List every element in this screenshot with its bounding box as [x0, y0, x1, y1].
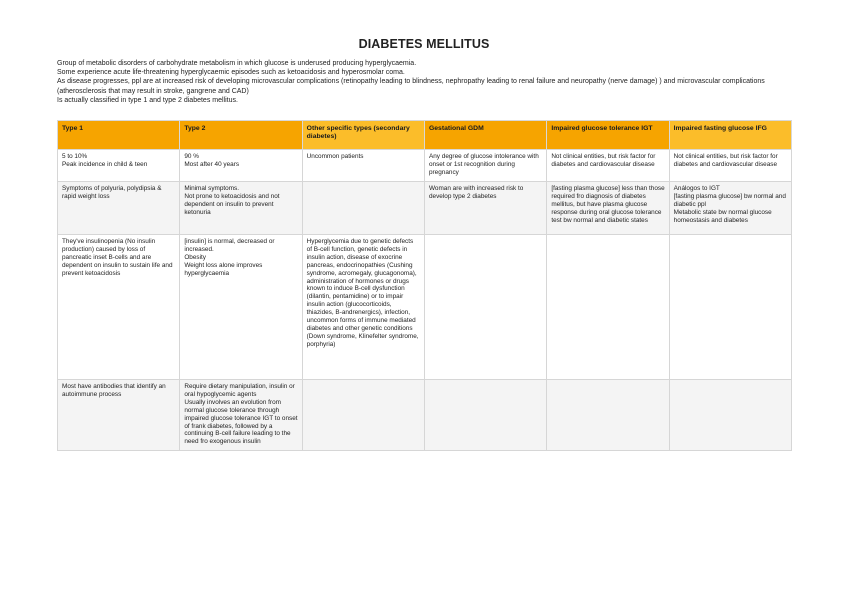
intro-text: [57, 59, 797, 105]
intro-line: Group of metabolic disorders of carbohydrate metabolism in which glucose is underused producing hyperglycaemia.: [57, 60, 417, 67]
table-cell: Not clinical entities, but risk factor for diabetes and cardiovascular disease: [547, 150, 669, 182]
table-cell: 5 to 10% Peak incidence in child & teen: [58, 150, 180, 182]
table-cell: [669, 380, 791, 451]
document-title: DIABETES MELLITUS: [358, 37, 490, 51]
table-cell: Not clinical entities, but risk factor for diabetes and cardiovascular disease: [669, 150, 791, 182]
table-cell: Require dietary manipulation, insulin or oral hypoglycemic agents Usually involves an evolution from normal glucose tolerance through impaired glucose tolerance IGT to onset of frank diabetes, followed by a continuing B-cell failure leading to the need fro exogenous insulin: [180, 380, 302, 451]
table-cell: Any degree of glucose intolerance with onset or 1st recognition during pregnancy: [424, 150, 546, 182]
intro-line: Is actually classified in type 1 and type 2 diabetes mellitus.: [57, 96, 238, 104]
table-row: [58, 150, 792, 182]
table-cell: 90 % Most after 40 years: [180, 150, 302, 182]
table-cell: Hyperglycemia due to genetic defects of B-cell function, genetic defects in insulin action, disease of exocrine pancreas, endocrinopathies (Cushing syndrome, acromegaly, glucagonoma), administration of hormones or drugs known to induce B-cell dysfunction (dilantin, pentamidine) or to impair insulin action (glucocorticoids, thiazides, B-andrenergics), infection, uncommon forms of immune mediated diabetes and other genetic conditions (Down syndrome, Klinefelter syndrome, porphyria): [302, 235, 424, 380]
table-row: [58, 182, 792, 235]
header-ifg: Impaired fasting glucose IFG: [669, 121, 791, 150]
header-other-specific-types: Other specific types (secondary diabetes): [302, 121, 424, 150]
header-gestational-gdm: Gestational GDM: [424, 121, 546, 150]
intro-line: Some experience acute life-threatening hyperglycaemic episodes such as ketoacidosis and hyperosmolar coma.: [57, 69, 405, 77]
header-type-1: Type 1: [58, 121, 180, 150]
table-cell: [424, 380, 546, 451]
header-type-2: Type 2: [180, 121, 302, 150]
header-igt: Impaired glucose tolerance IGT: [547, 121, 669, 150]
table-cell: [302, 182, 424, 235]
table-cell: Most have antibodies that identify an autoimmune process: [58, 380, 180, 451]
diabetes-types-table: [57, 120, 792, 451]
table-cell: Análogos to IGT [fasting plasma glucose] bw normal and diabetic ppl Metabolic state bw normal glucose homeostasis and diabetes: [669, 182, 791, 235]
table-row: [58, 380, 792, 451]
table-header-row: [58, 121, 792, 150]
table-cell: Minimal symptoms. Not prone to ketoacidosis and not dependent on insulin to prevent ketonuria: [180, 182, 302, 235]
table-cell: [302, 380, 424, 451]
table-cell: Uncommon patients: [302, 150, 424, 182]
table-cell: They've insulinopenia (No insulin production) caused by loss of pancreatic inset B-cells and are dependent on insulin to sustain life and prevent ketoacidosis: [58, 235, 180, 380]
table-cell: [547, 235, 669, 380]
table-cell: [547, 380, 669, 451]
table-cell: [fasting plasma glucose] less than those required fro diagnosis of diabetes mellitus, but have plasma glucose response during oral glucose tolerance test bw normal and diabetic states: [547, 182, 669, 235]
table-cell: Symptoms of polyuria, polydipsia & rapid weight loss: [58, 182, 180, 235]
table-cell: Woman are with increased risk to develop type 2 diabetes: [424, 182, 546, 235]
table-cell: [424, 235, 546, 380]
table-row: [58, 235, 792, 380]
table-cell: [669, 235, 791, 380]
intro-line: As disease progresses, ppl are at increased risk of developing microvascular complications (retinopathy leading to blindness, nephropathy leading to renal failure and neuropathy (nerve damage) ) and microvascular complications (atherosclerosis that may result in stroke, gangrene and CAD): [57, 78, 765, 95]
table-cell: [insulin] is normal, decreased or increased. Obesity Weight loss alone improves hyperglycaemia: [180, 235, 302, 380]
